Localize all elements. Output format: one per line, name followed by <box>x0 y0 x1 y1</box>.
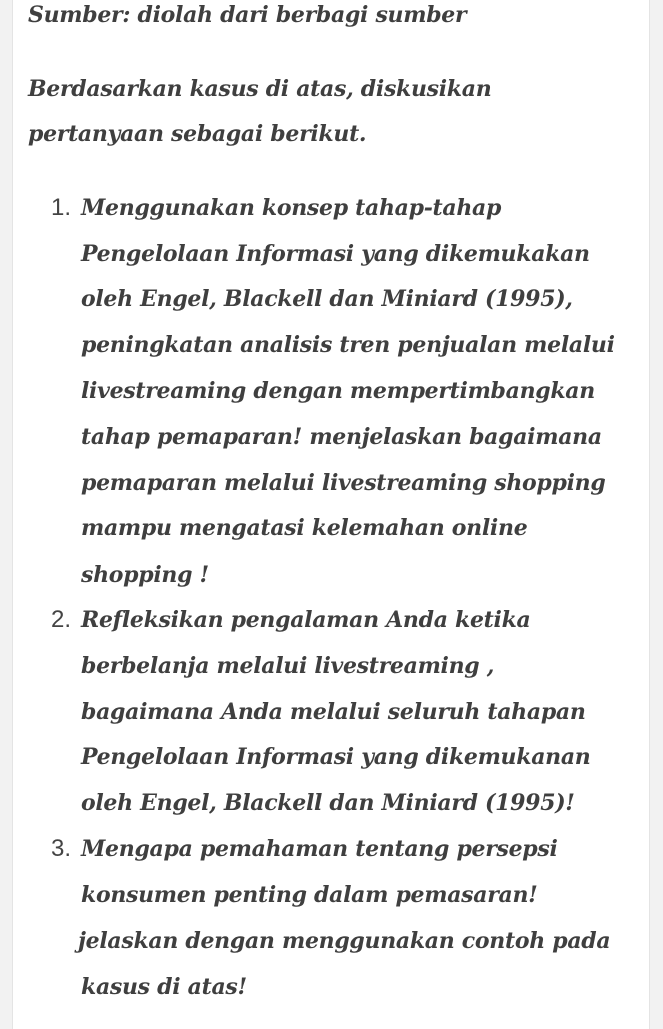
question-line: jelaskan dengan menggunakan contoh pada <box>78 928 611 954</box>
question-line: livestreaming dengan mempertimbangkan <box>81 378 595 404</box>
question-line: peningkatan analisis tren penjualan melalui <box>81 332 615 358</box>
question-line: Pengelolaan Informasi yang dikemukakan <box>81 241 590 267</box>
question-line: bagaimana Anda melalui seluruh tahapan <box>81 699 586 725</box>
question-line: mampu mengatasi kelemahan online <box>81 515 528 541</box>
question-line: konsumen penting dalam pemasaran! <box>81 882 538 908</box>
question-number: 2. <box>51 606 72 633</box>
question-line: oleh Engel, Blackell dan Miniard (1995)! <box>81 790 575 816</box>
source-line: Sumber: diolah dari berbagi sumber <box>28 2 467 28</box>
question-line: pemaparan melalui livestreaming shopping <box>81 470 606 496</box>
question-line: Mengapa pemahaman tentang persepsi <box>81 836 558 862</box>
question-line: Refleksikan pengalaman Anda ketika <box>81 607 531 633</box>
intro-line-2: pertanyaan sebagai berikut. <box>28 121 367 147</box>
question-line: kasus di atas! <box>81 974 247 1000</box>
question-line: shopping ! <box>81 562 209 588</box>
question-line: Menggunakan konsep tahap-tahap <box>81 195 502 221</box>
question-line: berbelanja melalui livestreaming , <box>81 653 495 679</box>
document-card <box>12 0 650 1029</box>
question-line: tahap pemaparan! menjelaskan bagaimana <box>81 424 602 450</box>
question-line: oleh Engel, Blackell dan Miniard (1995), <box>81 286 573 312</box>
question-line: Pengelolaan Informasi yang dikemukanan <box>81 744 591 770</box>
question-number: 1. <box>51 194 72 221</box>
question-number: 3. <box>51 835 72 862</box>
intro-line-1: Berdasarkan kasus di atas, diskusikan <box>28 76 492 102</box>
